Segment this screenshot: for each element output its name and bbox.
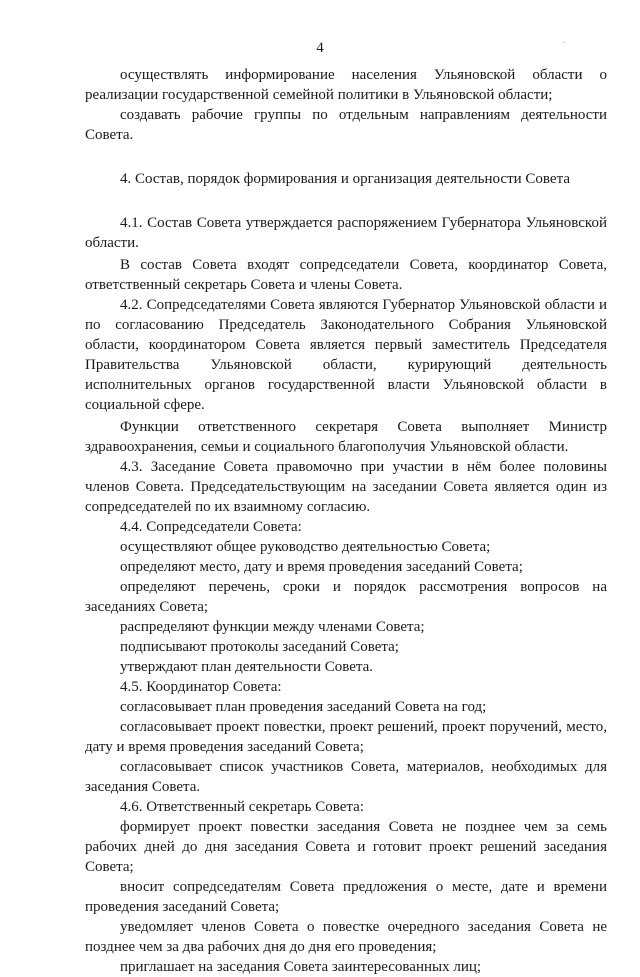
- paragraph-10: подписывают протоколы заседаний Совета;: [120, 639, 399, 655]
- paragraph-4: 4.3. Заседание Совета правомочно при участии в нём более половины членов Совета. Председательствующим на заседании Совета является один из сопредседателей по их взаимному согласию.: [85, 459, 607, 515]
- paragraph-13: согласовывает план проведения заседаний Совета на год;: [120, 699, 487, 715]
- paragraph-before-0: осуществлять информирование населения Ульяновской области о реализации государственной семейной политики в Ульяновской области;: [85, 67, 607, 103]
- paragraph-11: утверждают план деятельности Совета.: [120, 659, 374, 675]
- paragraph-17: формирует проект повестки заседания Совета не позднее чем за семь рабочих дней до дня заседания Совета и готовит проект решений заседания Совета;: [85, 819, 607, 875]
- paragraph-3: Функции ответственного секретаря Совета выполняет Министр здравоохранения, семьи и социального благополучия Ульяновской области.: [85, 419, 607, 455]
- paragraph-2: 4.2. Сопредседателями Совета являются Губернатор Ульяновской области и по согласованию Председатель Законодательного Собрания Ульяновской области, координатором Совета является первый заместитель Председателя Правительства Ульяновской области, курирующий деятельность исполнительных органов государственной власти Ульяновской области в социальной сфере.: [85, 297, 607, 413]
- paragraph-before-1: создавать рабочие группы по отдельным направлениям деятельности Совета.: [85, 107, 607, 143]
- paragraph-7: определяют место, дату и время проведения заседаний Совета;: [120, 559, 523, 575]
- document-body: [85, 65, 607, 977]
- paragraph-0: 4.1. Состав Совета утверждается распоряжением Губернатора Ульяновской области.: [85, 215, 607, 251]
- paragraph-8: определяют перечень, сроки и порядок рассмотрения вопросов на заседаниях Совета;: [85, 579, 607, 615]
- section-heading: 4. Состав, порядок формирования и организация деятельности Совета: [120, 171, 570, 187]
- scan-mark: .: [563, 36, 565, 45]
- paragraph-1: В состав Совета входят сопредседатели Совета, координатор Совета, ответственный секретарь Совета и члены Совета.: [85, 257, 607, 293]
- paragraph-20: приглашает на заседания Совета заинтересованных лиц;: [120, 959, 482, 975]
- paragraph-15: согласовывает список участников Совета, материалов, необходимых для заседания Совета.: [85, 759, 607, 795]
- paragraph-18: вносит сопредседателям Совета предложения о месте, дате и времени проведения заседаний Совета;: [85, 879, 607, 915]
- paragraph-6: осуществляют общее руководство деятельностью Совета;: [120, 539, 491, 555]
- paragraph-19: уведомляет членов Совета о повестке очередного заседания Совета не позднее чем за два рабочих дня до дня его проведения;: [85, 919, 607, 955]
- paragraph-12: 4.5. Координатор Совета:: [120, 679, 282, 695]
- paragraph-14: согласовывает проект повестки, проект решений, проект поручений, место, дату и время проведения заседаний Совета;: [85, 719, 607, 755]
- paragraph-16: 4.6. Ответственный секретарь Совета:: [120, 799, 364, 815]
- page-number: 4: [316, 40, 324, 56]
- paragraph-5: 4.4. Сопредседатели Совета:: [120, 519, 302, 535]
- paragraph-9: распределяют функции между членами Совета;: [120, 619, 425, 635]
